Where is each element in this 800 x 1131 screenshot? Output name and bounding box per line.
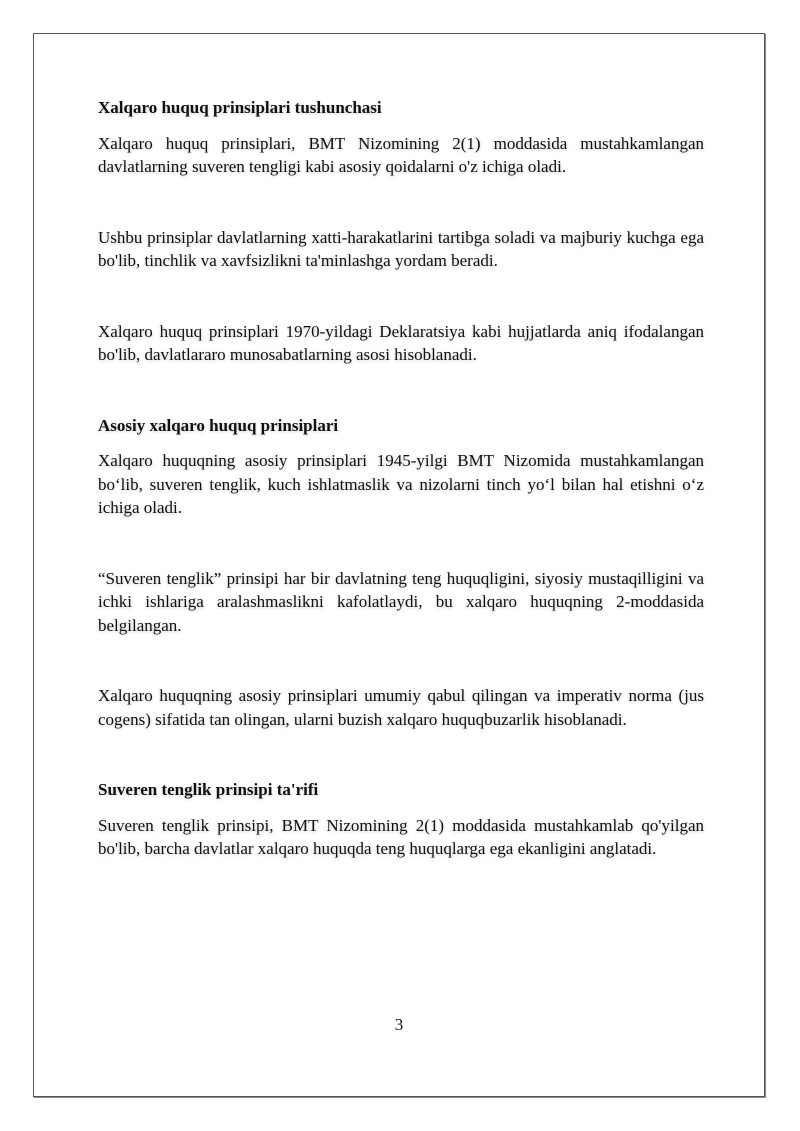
document-page: [33, 33, 765, 1097]
section-heading: Xalqaro huquq prinsiplari tushunchasi: [98, 98, 382, 117]
section-heading: Asosiy xalqaro huquq prinsiplari: [98, 415, 339, 435]
paragraph: Xalqaro huquqning asosiy prinsiplari umumiy qabul qilingan va imperativ norma (jus cogens) sifatida tan olingan, ularni buzish xalqaro huquqbuzarlik hisoblanadi.: [98, 686, 704, 729]
paragraph: Suveren tenglik prinsipi, BMT Nizomining 2(1) moddasida mustahkamlab qo'yilgan bo'lib, barcha davlatlar xalqaro huquqda teng huquqlarga ega ekanligini anglatadi.: [98, 815, 704, 858]
page-number: 3: [394, 1015, 404, 1034]
section-heading: Suveren tenglik prinsipi ta'rifi: [98, 780, 319, 799]
paragraph: Xalqaro huquqning asosiy prinsiplari 1945-yilgi BMT Nizomida mustahkamlangan bo‘lib, suveren tenglik, kuch ishlatmaslik va nizolarni tinch yo‘l bilan hal etishni o‘z ichiga oladi.: [98, 451, 704, 517]
paragraph: Xalqaro huquq prinsiplari, BMT Nizomining 2(1) moddasida mustahkamlangan davlatlarning suveren tengligi kabi asosiy qoidalarni o'z ichiga oladi.: [98, 133, 704, 176]
page-content: [98, 96, 704, 861]
paragraph: “Suveren tenglik” prinsipi har bir davlatning teng huquqligini, siyosiy mustaqilligini va ichki ishlariga aralashmaslikni kafolatlaydi, bu xalqaro huquqning 2-moddasida belgilangan.: [98, 568, 704, 635]
paragraph: Ushbu prinsiplar davlatlarning xatti-harakatlarini tartibga soladi va majburiy kuchga ega bo'lib, tinchlik va xavfsizlikni ta'minlashga yordam beradi.: [98, 227, 704, 270]
paragraph: Xalqaro huquq prinsiplari 1970-yildagi Deklaratsiya kabi hujjatlarda aniq ifodalangan bo'lib, davlatlararo munosabatlarning asosi hisoblanadi.: [98, 321, 704, 364]
